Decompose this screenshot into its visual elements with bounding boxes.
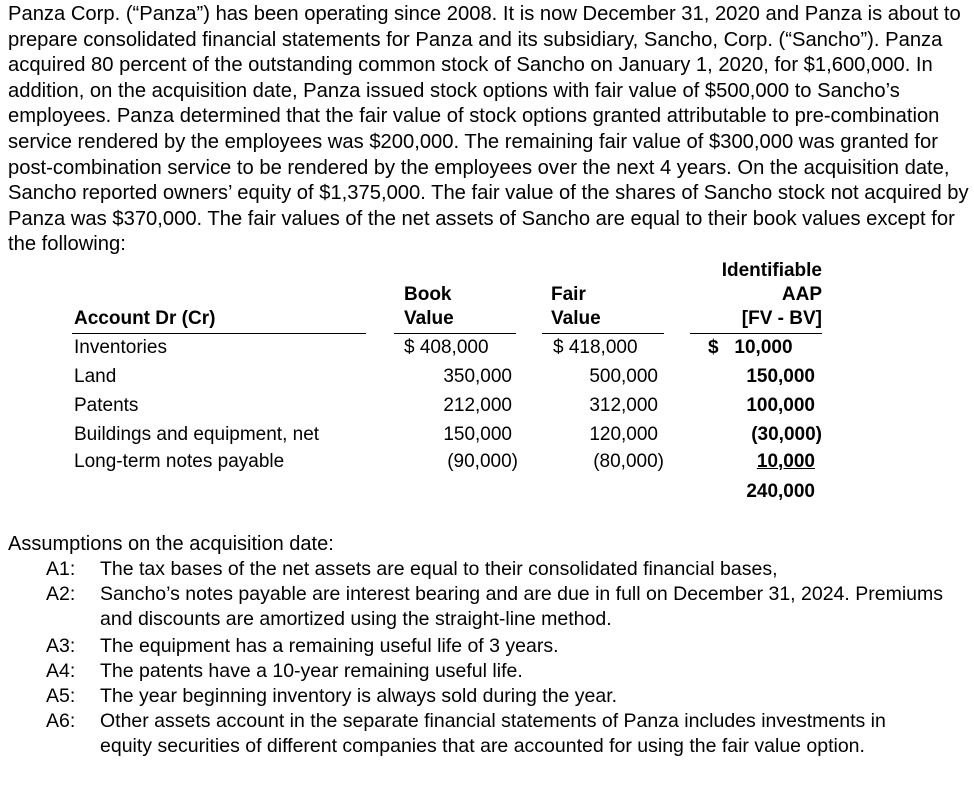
intro-paragraph: Panza Corp. (“Panza”) has been operating since 2008. It is now December 31, 2020 and Panza is about to prepare consolidated financial statements for Panza and its subsidiary, Sancho, Corp. (“Sancho”). Panza acquired 80 percent of the outstanding common stock of Sancho on January 1, 2020, for $1,600,000. In addition, on the acquisition date, Panza issued stock options with fair value of $500,000 to Sancho’s employees. Panza determined that the fair value of stock options granted attributable to pre-combination service rendered by the employees was $200,000. The remaining fair value of $300,000 was granted for post-combination service to be rendered by the employees over the next 4 years. On the acquisition date, Sancho reported owners’ equity of $1,375,000. The fair value of the shares of Sancho stock not acquired by Panza was $370,000. The fair values of the net assets of Sancho are equal to their book values except for the following:	[8, 3, 969, 256]
aap-total: 240,000	[746, 481, 815, 502]
assumption-label: A5:	[46, 685, 76, 707]
row-aap: (30,000)	[751, 424, 822, 445]
header-rule-fair	[542, 333, 664, 334]
header-aap-line2: AAP	[781, 284, 822, 305]
header-rule-aap	[690, 333, 822, 334]
assumption-label: A2:	[46, 583, 76, 605]
row-aap: 150,000	[746, 366, 815, 387]
row-fair: 312,000	[589, 395, 658, 416]
assumption-label: A3:	[46, 635, 76, 657]
assumption-text: The patents have a 10-year remaining useful life.	[100, 660, 523, 682]
row-book: (90,000)	[447, 451, 518, 472]
header-book-line1: Book	[404, 284, 452, 305]
row-account: Buildings and equipment, net	[74, 424, 320, 445]
row-account: Patents	[74, 395, 139, 416]
row-fair: $ 418,000	[553, 337, 638, 358]
header-book-line2: Value	[404, 308, 454, 329]
header-account: Account Dr (Cr)	[74, 308, 216, 329]
assumption-text: The year beginning inventory is always sold during the year.	[100, 685, 618, 707]
row-fair: 500,000	[589, 366, 658, 387]
row-aap: 10,000	[756, 451, 815, 472]
row-book: $ 408,000	[404, 337, 489, 358]
row-aap: 100,000	[746, 395, 815, 416]
header-fair-line1: Fair	[551, 284, 586, 305]
assumption-label: A6:	[46, 710, 76, 732]
row-aap: $ 10,000	[708, 337, 793, 358]
row-fair: (80,000)	[593, 451, 664, 472]
header-rule-book	[394, 333, 516, 334]
assumption-text: The equipment has a remaining useful life of 3 years.	[100, 635, 559, 657]
row-book: 350,000	[443, 366, 512, 387]
assumption-label: A4:	[46, 660, 76, 682]
row-book: 150,000	[443, 424, 512, 445]
header-rule-account	[72, 333, 366, 334]
assumption-text: Sancho’s notes payable are interest bearing and are due in full on December 31, 2024. Premiums and discounts are amortized using the straight-line method.	[100, 583, 943, 630]
header-aap-line1: Identifiable	[721, 260, 822, 281]
header-fair-line2: Value	[551, 308, 601, 329]
header-aap-line3: [FV - BV]	[741, 308, 822, 329]
assumption-label: A1:	[46, 558, 76, 580]
row-fair: 120,000	[589, 424, 658, 445]
row-account: Long-term notes payable	[74, 451, 285, 472]
assumption-text: The tax bases of the net assets are equal to their consolidated financial bases,	[100, 558, 778, 580]
row-account: Inventories	[74, 337, 167, 358]
row-book: 212,000	[443, 395, 512, 416]
row-account: Land	[74, 366, 117, 387]
assumptions-title: Assumptions on the acquisition date:	[8, 533, 334, 555]
assumption-text: Other assets account in the separate financial statements of Panza includes investments in equity securities of different companies that are accounted for using the fair value option.	[100, 710, 886, 757]
